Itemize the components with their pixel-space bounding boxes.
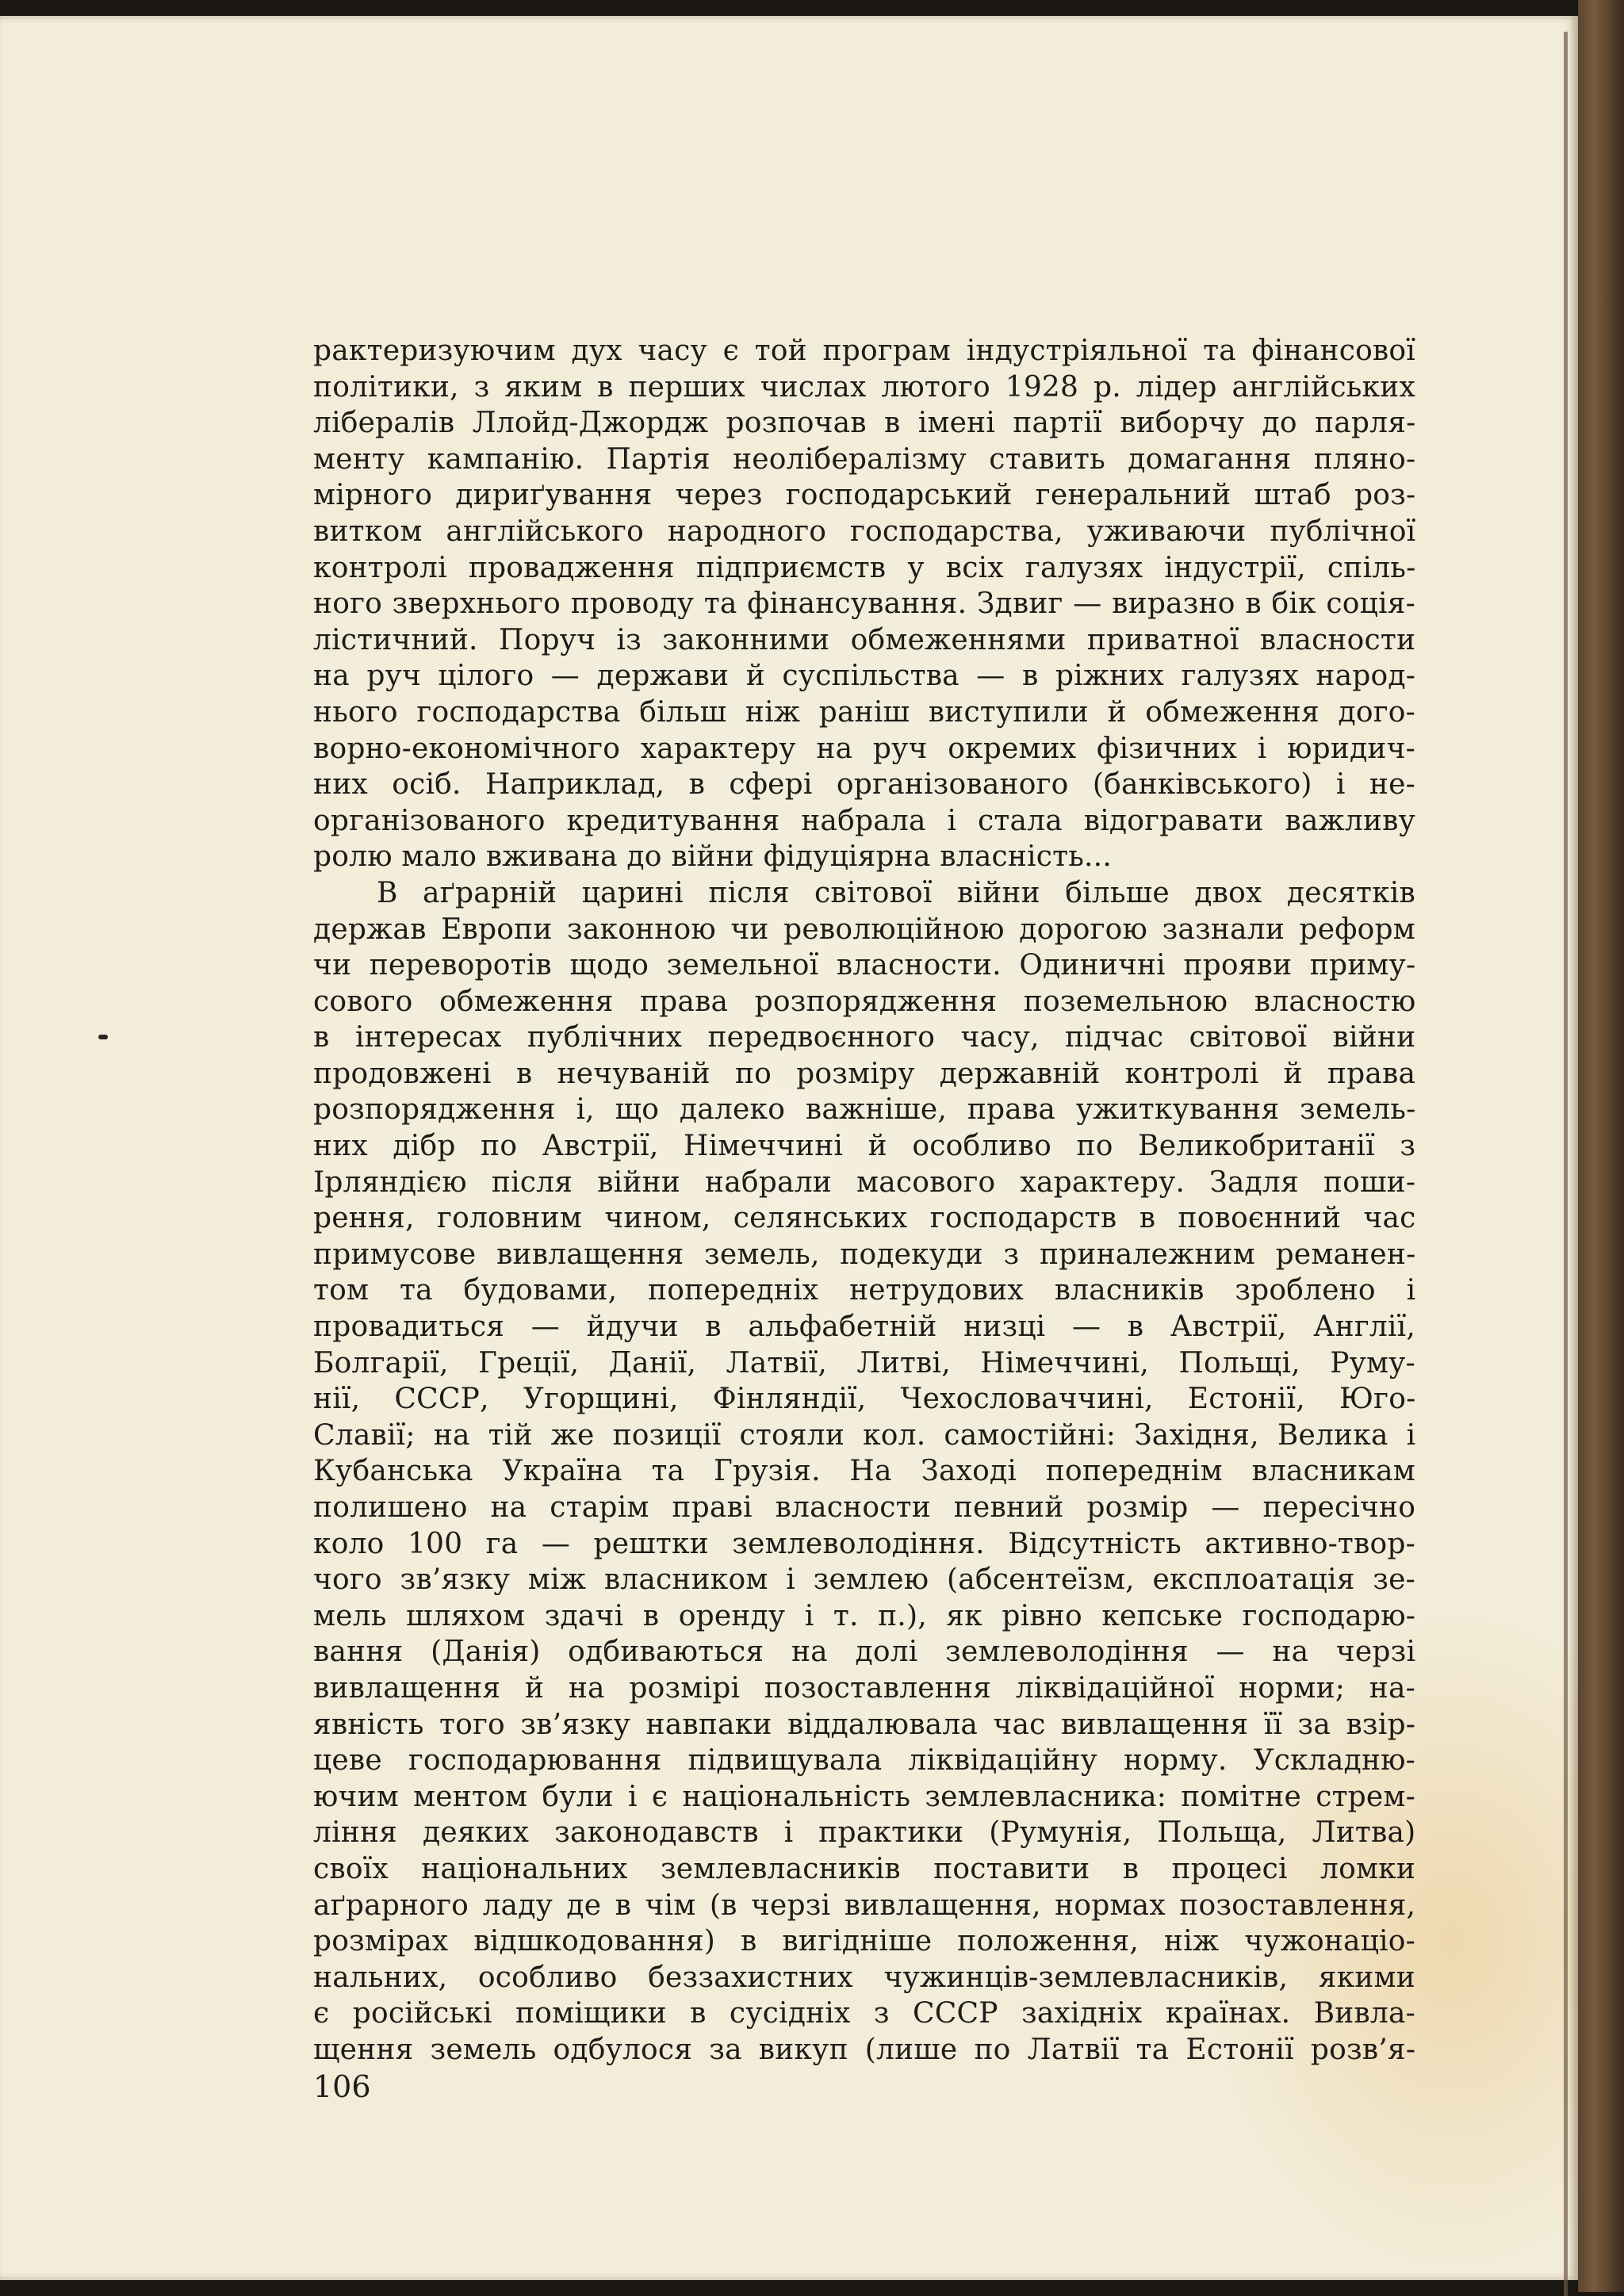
text-line: щення земель одбулося за викуп (лише по Латвії та Естонії розв’я-	[313, 2033, 1416, 2066]
text-line: Болгарії, Греції, Данії, Латвії, Литві, Німеччині, Польщі, Руму-	[313, 1346, 1415, 1380]
text-line: чи переворотів щодо земельної власности. Одиничні прояви приму-	[313, 949, 1416, 982]
text-line: них осіб. Наприклад, в сфері організованого (банківського) і не-	[313, 768, 1415, 802]
text-line: том та будовами, попередніх нетрудових власників зроблено і	[313, 1274, 1416, 1307]
text-line: чого зв’язку між власником і землею (абсентеїзм, експлоатація зе-	[313, 1563, 1415, 1597]
text-line: на руч цілого — держави й суспільства — в ріжних галузях народ-	[313, 660, 1416, 693]
page-number: 106	[313, 2069, 371, 2104]
text-line: держав Европи законною чи революційною дорогою зазнали реформ	[313, 913, 1415, 946]
text-line: менту кампанію. Партія неолібералізму ставить домагання пляно-	[313, 442, 1416, 476]
text-line: витком англійського народного господарства, уживаючи публічної	[313, 515, 1416, 548]
text-line: своїх національних землевласників поставити в процесі ломки	[313, 1852, 1416, 1885]
text-line: Славії; на тій же позиції стояли кол. самостійні: Західня, Велика і	[313, 1418, 1416, 1452]
text-line: рактеризуючим дух часу є той програм індустріяльної та фінансової	[313, 335, 1415, 367]
text-line: аґрарного ладу де в чім (в черзі вивлащення, нормах позоставлення,	[313, 1888, 1416, 1922]
text-line: В аґрарній царині після світової війни більше двох десятків	[377, 876, 1415, 909]
text-line: сового обмеження права розпорядження поземельною власностю	[313, 985, 1416, 1018]
text-line: лістичний. Поруч із законними обмеженнями приватної власности	[313, 623, 1416, 656]
text-line: мірного дириґування через господарський генеральний штаб роз-	[313, 479, 1416, 512]
paragraph-2	[313, 875, 1415, 2068]
book-page	[0, 16, 1578, 2280]
text-line: розмірах відшкодовання) в вигідніше положення, ніж чужонаціо-	[313, 1925, 1415, 1958]
text-line: є російські поміщики в сусідніх з СССР західніх країнах. Вивла-	[313, 1997, 1415, 2030]
text-line: них дібр по Австрії, Німеччині й особливо по Великобританії з	[313, 1130, 1416, 1163]
paragraph-1	[313, 333, 1415, 875]
text-line: вивлащення й на розмірі позоставлення ліквідаційної норми; на-	[313, 1671, 1415, 1705]
text-line: ління деяких законодавств і практики (Румунія, Польща, Литва)	[313, 1816, 1416, 1850]
text-line: нії, СССР, Угорщині, Фінляндії, Чехословаччині, Естонії, Юго-	[313, 1383, 1416, 1416]
text-line: провадиться — йдучи в альфабетній низці — в Австрії, Англії,	[313, 1311, 1415, 1344]
book-spine-edge	[1578, 0, 1624, 2292]
text-line: ролю мало вживана до війни фідуціярна власність...	[313, 840, 1112, 874]
text-line: контролі провадження підприємств у всіх галузях індустрії, спіль-	[313, 551, 1416, 584]
text-line: коло 100 га — рештки землеволодіння. Відсутність активно-твор-	[313, 1527, 1415, 1560]
text-line: Ірляндією після війни набрали масового характеру. Задля поши-	[313, 1165, 1416, 1199]
text-line: мель шляхом здачі в оренду і т. п.), як рівно кепське господарю-	[313, 1599, 1416, 1632]
body-text	[313, 333, 1415, 2068]
text-line: лібералів Ллойд-Джордж розпочав в імені партії виборчу до парля-	[313, 407, 1416, 440]
text-line: рення, головним чином, селянських господарств в повоєнний час	[313, 1202, 1416, 1235]
text-line: явність того зв’язку навпаки віддалювала час вивлащення її за взір-	[313, 1708, 1416, 1741]
text-line: ворно-економічного характеру на руч окремих фізичних і юридич-	[313, 732, 1415, 765]
text-line: ючим ментом були і є національність землевласника: помітне стрем-	[313, 1780, 1415, 1813]
text-line: ного зверхнього проводу та фінансування. Здвиг — виразно в бік соція-	[313, 587, 1415, 621]
text-line: нальних, особливо беззахистних чужинців-землевласників, якими	[313, 1961, 1415, 1994]
text-line: політики, з яким в перших числах лютого 1928 р. лідер англійських	[313, 370, 1415, 404]
text-line: в інтересах публічних передвоєнного часу, підчас світової війни	[313, 1021, 1416, 1054]
text-line: розпорядження і, що далеко важніше, права ужиткування земель-	[313, 1093, 1416, 1127]
page-gutter-line	[1564, 32, 1568, 2296]
text-line: полишено на старім праві власности певний розмір — пересічно	[313, 1491, 1416, 1524]
stray-ink-mark	[98, 1035, 108, 1039]
text-line: вання (Данія) одбиваються на долі землеволодіння — на черзі	[313, 1636, 1416, 1669]
text-line: цеве господарювання підвищувала ліквідаційну норму. Ускладню-	[313, 1744, 1416, 1777]
text-line: організованого кредитування набрала і стала відогравати важливу	[313, 804, 1415, 837]
text-line: нього господарства більш ніж раніш виступили й обмеження дого-	[313, 695, 1415, 729]
text-line: примусове вивлащення земель, подекуди з приналежним реманен-	[313, 1238, 1416, 1271]
text-line: Кубанська Україна та Грузія. На Заході попереднім власникам	[313, 1455, 1415, 1488]
text-line: продовжені в нечуваній по розміру державній контролі й права	[313, 1057, 1416, 1090]
